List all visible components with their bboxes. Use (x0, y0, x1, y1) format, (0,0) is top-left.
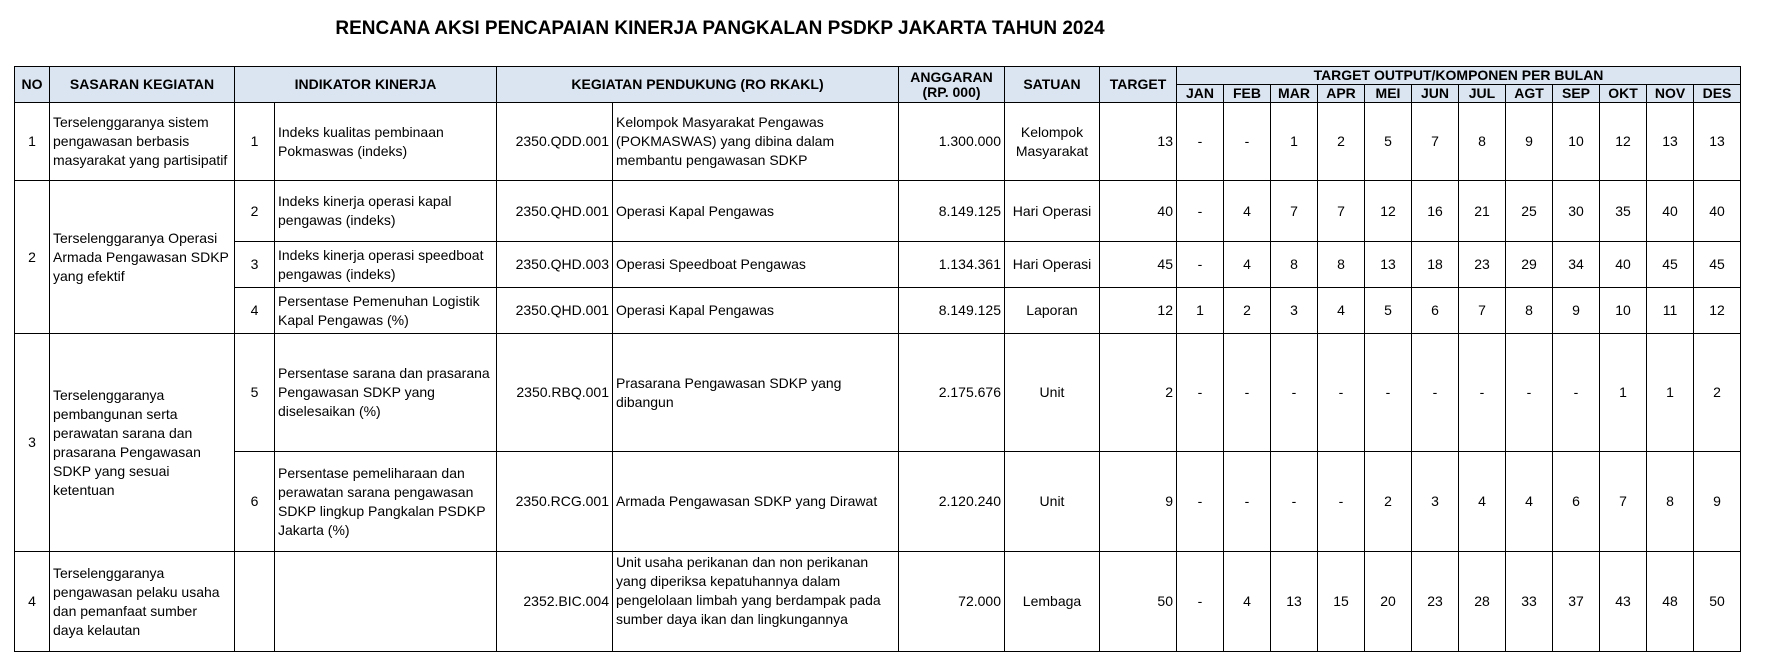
header-month-okt: OKT (1600, 85, 1647, 103)
target-value: 13 (1100, 103, 1177, 181)
anggaran-value: 2.120.240 (899, 452, 1005, 552)
month-value: 2 (1318, 103, 1365, 181)
satuan-value: Hari Operasi (1005, 181, 1100, 242)
header-satuan: SATUAN (1005, 67, 1100, 103)
month-value: - (1224, 452, 1271, 552)
month-value: - (1365, 334, 1412, 452)
month-value: 6 (1553, 452, 1600, 552)
month-value: 28 (1459, 552, 1506, 652)
table-row (15, 452, 1741, 552)
sasaran-text: Terselenggaranya sistem pengawasan berbasis masyarakat yang partisipatif (50, 103, 235, 181)
month-value: 43 (1600, 552, 1647, 652)
month-value: 25 (1506, 181, 1553, 242)
month-value: - (1224, 334, 1271, 452)
month-value: - (1412, 334, 1459, 452)
month-value: 9 (1506, 103, 1553, 181)
month-value: 4 (1506, 452, 1553, 552)
month-value: 7 (1271, 181, 1318, 242)
sasaran-text: Terselenggaranya pembangunan serta perawatan sarana dan prasarana Pengawasan SDKP yang sesuai ketentuan (50, 334, 235, 552)
indikator-text (275, 552, 497, 652)
month-value: 3 (1412, 452, 1459, 552)
month-value: 13 (1365, 242, 1412, 288)
indikator-number: 4 (235, 288, 275, 334)
month-value: 20 (1365, 552, 1412, 652)
satuan-value: Kelompok Masyarakat (1005, 103, 1100, 181)
month-value: - (1506, 334, 1553, 452)
month-value: 8 (1459, 103, 1506, 181)
month-value: 48 (1647, 552, 1694, 652)
month-value: 18 (1412, 242, 1459, 288)
month-value: 21 (1459, 181, 1506, 242)
month-value: - (1318, 334, 1365, 452)
target-value: 40 (1100, 181, 1177, 242)
sasaran-text: Terselenggaranya Operasi Armada Pengawasan SDKP yang efektif (50, 181, 235, 334)
month-value: - (1177, 334, 1224, 452)
indikator-number: 3 (235, 242, 275, 288)
month-value: 4 (1318, 288, 1365, 334)
sasaran-text: Terselenggaranya pengawasan pelaku usaha dan pemanfaat sumber daya kelautan (50, 552, 235, 652)
month-value: 13 (1647, 103, 1694, 181)
table-row (15, 242, 1741, 288)
month-value: - (1459, 334, 1506, 452)
month-value: 1 (1271, 103, 1318, 181)
month-value: - (1271, 334, 1318, 452)
month-value: 9 (1694, 452, 1741, 552)
month-value: 12 (1365, 181, 1412, 242)
target-value: 12 (1100, 288, 1177, 334)
kegiatan-text: Operasi Kapal Pengawas (613, 288, 899, 334)
satuan-value: Unit (1005, 452, 1100, 552)
month-value: 7 (1459, 288, 1506, 334)
month-value: 29 (1506, 242, 1553, 288)
header-target-bulan: TARGET OUTPUT/KOMPONEN PER BULAN (1177, 67, 1741, 85)
month-value: 6 (1412, 288, 1459, 334)
month-value: 16 (1412, 181, 1459, 242)
month-value: 1 (1177, 288, 1224, 334)
kegiatan-text: Operasi Kapal Pengawas (613, 181, 899, 242)
month-value: 4 (1459, 452, 1506, 552)
table-row (15, 288, 1741, 334)
action-plan-table (14, 66, 1741, 652)
indikator-text: Persentase Pemenuhan Logistik Kapal Pengawas (%) (275, 288, 497, 334)
header-month-sep: SEP (1553, 85, 1600, 103)
header-month-des: DES (1694, 85, 1741, 103)
month-value: 35 (1600, 181, 1647, 242)
month-value: - (1553, 334, 1600, 452)
kegiatan-code: 2350.QHD.001 (497, 181, 613, 242)
sasaran-number: 3 (15, 334, 50, 552)
month-value: 12 (1694, 288, 1741, 334)
header-month-feb: FEB (1224, 85, 1271, 103)
header-month-jan: JAN (1177, 85, 1224, 103)
kegiatan-code: 2350.RBQ.001 (497, 334, 613, 452)
sasaran-number: 2 (15, 181, 50, 334)
indikator-text: Indeks kinerja operasi kapal pengawas (indeks) (275, 181, 497, 242)
header-sasaran: SASARAN KEGIATAN (50, 67, 235, 103)
header-month-mar: MAR (1271, 85, 1318, 103)
header-month-mei: MEI (1365, 85, 1412, 103)
month-value: 7 (1412, 103, 1459, 181)
month-value: - (1177, 242, 1224, 288)
table-row (15, 181, 1741, 242)
month-value: - (1177, 103, 1224, 181)
month-value: - (1224, 103, 1271, 181)
month-value: 2 (1224, 288, 1271, 334)
month-value: 1 (1600, 334, 1647, 452)
satuan-value: Unit (1005, 334, 1100, 452)
month-value: 9 (1553, 288, 1600, 334)
satuan-value: Hari Operasi (1005, 242, 1100, 288)
month-value: 40 (1600, 242, 1647, 288)
month-value: 13 (1694, 103, 1741, 181)
kegiatan-code: 2350.QHD.001 (497, 288, 613, 334)
month-value: 11 (1647, 288, 1694, 334)
kegiatan-code: 2350.RCG.001 (497, 452, 613, 552)
indikator-text: Indeks kinerja operasi speedboat pengawas (indeks) (275, 242, 497, 288)
header-month-apr: APR (1318, 85, 1365, 103)
kegiatan-text: Kelompok Masyarakat Pengawas (POKMASWAS) yang dibina dalam membantu pengawasan SDKP (613, 103, 899, 181)
month-value: 4 (1224, 242, 1271, 288)
indikator-number: 6 (235, 452, 275, 552)
satuan-value: Lembaga (1005, 552, 1100, 652)
indikator-number: 5 (235, 334, 275, 452)
month-value: 8 (1318, 242, 1365, 288)
target-value: 45 (1100, 242, 1177, 288)
month-value: 40 (1647, 181, 1694, 242)
satuan-value: Laporan (1005, 288, 1100, 334)
month-value: 10 (1553, 103, 1600, 181)
month-value: 34 (1553, 242, 1600, 288)
anggaran-value: 1.300.000 (899, 103, 1005, 181)
anggaran-value: 72.000 (899, 552, 1005, 652)
month-value: 3 (1271, 288, 1318, 334)
month-value: - (1318, 452, 1365, 552)
header-month-jul: JUL (1459, 85, 1506, 103)
month-value: 5 (1365, 103, 1412, 181)
kegiatan-text: Prasarana Pengawasan SDKP yang dibangun (613, 334, 899, 452)
month-value: 23 (1412, 552, 1459, 652)
header-month-jun: JUN (1412, 85, 1459, 103)
month-value: 2 (1694, 334, 1741, 452)
kegiatan-code: 2350.QHD.003 (497, 242, 613, 288)
month-value: 2 (1365, 452, 1412, 552)
header-no: NO (15, 67, 50, 103)
month-value: 10 (1600, 288, 1647, 334)
month-value: 23 (1459, 242, 1506, 288)
month-value: 7 (1600, 452, 1647, 552)
table-row (15, 552, 1741, 652)
table-row (15, 103, 1741, 181)
month-value: 50 (1694, 552, 1741, 652)
month-value: 7 (1318, 181, 1365, 242)
sasaran-number: 4 (15, 552, 50, 652)
month-value: 8 (1647, 452, 1694, 552)
month-value: 5 (1365, 288, 1412, 334)
indikator-text: Persentase pemeliharaan dan perawatan sarana pengawasan SDKP lingkup Pangkalan PSDKP Jakarta (%) (275, 452, 497, 552)
month-value: 4 (1224, 181, 1271, 242)
target-value: 9 (1100, 452, 1177, 552)
header-anggaran: ANGGARAN (RP. 000) (899, 67, 1005, 103)
kegiatan-text (613, 552, 899, 652)
month-value: 15 (1318, 552, 1365, 652)
month-value: - (1271, 452, 1318, 552)
month-value: 1 (1647, 334, 1694, 452)
anggaran-value: 2.175.676 (899, 334, 1005, 452)
month-value: 13 (1271, 552, 1318, 652)
month-value: 40 (1694, 181, 1741, 242)
month-value: 12 (1600, 103, 1647, 181)
month-value: - (1177, 181, 1224, 242)
month-value: 45 (1694, 242, 1741, 288)
month-value: 4 (1224, 552, 1271, 652)
header-target: TARGET (1100, 67, 1177, 103)
indikator-number: 1 (235, 103, 275, 181)
kegiatan-text: Armada Pengawasan SDKP yang Dirawat (613, 452, 899, 552)
month-value: 37 (1553, 552, 1600, 652)
page-title: RENCANA AKSI PENCAPAIAN KINERJA PANGKALAN PSDKP JAKARTA TAHUN 2024 (335, 18, 1105, 39)
month-value: 45 (1647, 242, 1694, 288)
month-value: 30 (1553, 181, 1600, 242)
header-indikator: INDIKATOR KINERJA (235, 67, 497, 103)
month-value: 33 (1506, 552, 1553, 652)
kegiatan-text: Operasi Speedboat Pengawas (613, 242, 899, 288)
target-value: 2 (1100, 334, 1177, 452)
anggaran-value: 1.134.361 (899, 242, 1005, 288)
anggaran-value: 8.149.125 (899, 288, 1005, 334)
month-value: 8 (1506, 288, 1553, 334)
kegiatan-code: 2350.QDD.001 (497, 103, 613, 181)
month-value: - (1177, 552, 1224, 652)
month-value: - (1177, 452, 1224, 552)
kegiatan-text-content: Unit usaha perikanan dan non perikanan yang diperiksa kepatuhannya dalam pengelolaan limbah yang berdampak pada sumber daya ikan dan lingkungannya (616, 554, 881, 627)
kegiatan-code: 2352.BIC.004 (497, 552, 613, 652)
anggaran-value: 8.149.125 (899, 181, 1005, 242)
table-row (15, 334, 1741, 452)
sasaran-number: 1 (15, 103, 50, 181)
indikator-text: Indeks kualitas pembinaan Pokmaswas (indeks) (275, 103, 497, 181)
header-kegiatan: KEGIATAN PENDUKUNG (RO RKAKL) (497, 67, 899, 103)
target-value: 50 (1100, 552, 1177, 652)
header-month-nov: NOV (1647, 85, 1694, 103)
indikator-text: Persentase sarana dan prasarana Pengawasan SDKP yang diselesaikan (%) (275, 334, 497, 452)
indikator-number: 2 (235, 181, 275, 242)
indikator-number (235, 552, 275, 652)
header-month-agt: AGT (1506, 85, 1553, 103)
month-value: 8 (1271, 242, 1318, 288)
